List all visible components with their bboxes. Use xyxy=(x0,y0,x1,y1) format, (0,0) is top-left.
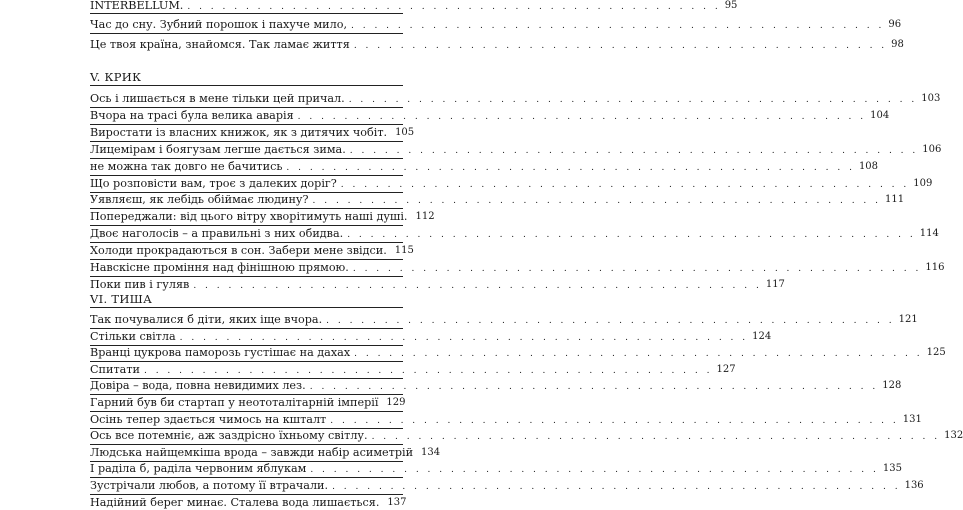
toc-entry xyxy=(90,16,902,32)
toc-entry xyxy=(90,460,902,476)
toc-entry xyxy=(90,477,924,493)
leader-dots: . . . . . . . . . . . . . . . . . . . . . . . . . . . . . . . . . . . . . . . . . . . . . . . . . xyxy=(326,316,895,326)
toc-entry xyxy=(90,225,939,241)
toc-entry-page: 103 xyxy=(921,93,941,104)
toc-entry-page: 116 xyxy=(925,262,945,273)
toc-entry-page: 115 xyxy=(394,245,414,257)
section-rule xyxy=(90,307,403,308)
toc-entry-title: Стільки світла xyxy=(90,329,176,343)
toc-entry xyxy=(90,0,738,13)
toc-entry-page: 108 xyxy=(858,160,879,172)
toc-entry xyxy=(90,411,922,427)
toc-entry-title: Що розповісти вам, троє з далеких доріг? xyxy=(90,176,337,190)
toc-entry-page: 121 xyxy=(898,314,918,325)
toc-entry-page: 136 xyxy=(904,480,924,491)
toc-entry xyxy=(90,158,879,174)
toc-entry-page: 112 xyxy=(415,211,435,223)
toc-entry-page: 128 xyxy=(882,380,902,392)
toc-entry xyxy=(90,124,415,140)
leader-dots: . . . . . . . . . . . . . . . . . . . . . . . . . . . . . . . . . . . . . . . . . . . . . . . . . xyxy=(332,482,901,492)
toc-entry-title: Ось все потемніє, аж заздрісно їхньому світлу. xyxy=(90,429,368,443)
toc-entry-title: Вчора на трасі була велика аварія xyxy=(90,108,294,122)
leader-dots: . . . . . . . . . . . . . . . . . . . . . . . . . . . . . . . . . . . . . . . . . . . . . . . . . xyxy=(340,179,910,190)
leader-dots: . . . . . . . . . . . . . . . . . . . . . . . . . . . . . . . . . . . . . . . . . . . . . . . . . xyxy=(297,111,867,122)
toc-entry-title: Двоє наголосів – а правильні з них обидва. xyxy=(90,227,344,241)
toc-entry xyxy=(90,191,905,207)
toc-entry-title: Уявляєш, як лебідь обіймає людину? xyxy=(90,193,309,207)
entry-underline xyxy=(90,13,403,14)
toc-entry xyxy=(90,208,435,224)
toc-entry-title: Холоди прокрадаються в сон. Забери мене звідси. xyxy=(90,244,387,258)
toc-entry xyxy=(90,444,441,460)
toc-entry-page: 96 xyxy=(888,19,902,30)
toc-entry-page: 117 xyxy=(765,278,785,290)
toc-entry-title: Людська найщемкіша врода – завжди набір асиметрій xyxy=(90,445,414,459)
toc-entry-page: 132 xyxy=(944,430,963,442)
leader-dots: . . . . . . . . . . . . . . . . . . . . . . . . . . . . . . . . . . . . . . . . . . . . . . . . . xyxy=(352,264,922,274)
toc-entry-title: Це твоя країна, знайомся. Так ламає життя xyxy=(90,38,350,51)
toc-entry-title: Час до сну. Зубний порошок і пахуче мило, xyxy=(90,18,348,31)
toc-entry-page: 137 xyxy=(387,496,407,508)
toc-entry xyxy=(90,328,772,344)
leader-dots: . . . . . . . . . . . . . . . . . . . . . . . . . . . . . . . . . . . . . . . . . . . . . . . . . xyxy=(309,382,879,393)
leader-dots: . . . . . . . . . . . . . . . . . . . . . . . . . . . . . . . . . . . . . . . . . . . . . . . . . xyxy=(347,230,916,241)
leader-dots: . . . . . . . . . . . . . . . . . . . . . . . . . . . . . . . . . . . . . . . . . . . . . . . . . xyxy=(193,280,762,291)
toc-entry-title: Поки пив і гуляв xyxy=(90,277,190,291)
toc-entry-title: Довіра – вода, повна невидимих лез. xyxy=(90,379,306,393)
toc-entry-page: 95 xyxy=(724,0,738,11)
leader-dots: . . . . . . . . . . . . . . . . . . . . . . . . . . . . . . . . . . . . . . . . . . . . . . . . . xyxy=(286,162,855,173)
toc-entry xyxy=(90,311,918,327)
leader-dots: . . . . . . . . . . . . . . . . . . . . . . . . . . . . . . . . . . . . . . . . . . . . . . . . . xyxy=(354,349,923,360)
toc-entry-page: 131 xyxy=(902,413,922,425)
leader-dots: . . . . . . . . . . . . . . . . . . . . . . . . . . . . . . . . . . . . . . . . . . . . . . . . . xyxy=(179,332,749,343)
toc-entry-title: Осінь тепер здається чимось на кшталт xyxy=(90,412,327,426)
toc-entry-page: 106 xyxy=(922,143,942,155)
leader-dots: . . . . . . . . . . . . . . . . . . . . . . . . . . . . . . . . . . . . . . . . . . . . . . . . . xyxy=(143,365,713,376)
toc-entry-page: 125 xyxy=(926,347,946,359)
toc-entry xyxy=(90,242,414,258)
toc-entry-title: Навскісне проміння над фінішною прямою. xyxy=(90,261,349,274)
section-heading: VI. ТИША xyxy=(90,292,153,306)
toc-entry-page: 135 xyxy=(882,463,902,475)
toc-entry-page: 98 xyxy=(891,39,904,50)
toc-entry xyxy=(90,377,902,393)
leader-dots: . . . . . . . . . . . . . . . . . . . . . . . . . . . . . . . . . . . . . . . . . . . . . . . . . xyxy=(371,432,941,443)
toc-entry-title: Зустрічали любов, а потому її втрачали. xyxy=(90,479,329,492)
toc-entry xyxy=(90,394,406,410)
toc-entry-page: 124 xyxy=(752,330,772,342)
leader-dots: . . . . . . . . . . . . . . . . . . . . . . . . . . . . . . . . . . . . . . . . . . . . . . . . . xyxy=(310,465,879,476)
toc-entry-title: І раділа б, раділа червоним яблукам xyxy=(90,462,307,476)
toc-entry xyxy=(90,36,904,52)
section-rule xyxy=(90,85,403,86)
toc-entry xyxy=(90,344,946,360)
leader-dots: . . . . . . . . . . . . . . . . . . . . . . . . . . . . . . . . . . . . . . . . . . . . . . xyxy=(187,2,721,12)
toc-entry xyxy=(90,259,945,275)
toc-entry xyxy=(90,427,963,443)
toc-entry-page: 127 xyxy=(716,363,736,375)
toc-entry xyxy=(90,276,785,292)
leader-dots: . . . . . . . . . . . . . . . . . . . . . . . . . . . . . . . . . . . . . . . . . . . . . . . . . xyxy=(330,415,899,426)
toc-entry-page: 134 xyxy=(421,446,441,458)
leader-dots: . . . . . . . . . . . . . . . . . . . . . . . . . . . . . . . . . . . . . . . . . . . . . . xyxy=(351,21,885,31)
toc-entry-title: Спитати xyxy=(90,362,140,376)
toc-entry-title: Попереджали: від цього вітру хворітимуть наші душі. xyxy=(90,210,408,224)
toc-entry xyxy=(90,90,941,106)
toc-entry-page: 109 xyxy=(913,177,933,189)
toc-entry-page: 105 xyxy=(395,126,415,138)
entry-underline xyxy=(90,33,403,34)
toc-entry-title: INTERBELLUM. xyxy=(90,0,184,12)
toc-entry-title: Ось і лишається в мене тільки цей причал. xyxy=(90,92,345,105)
section-heading: V. КРИК xyxy=(90,70,142,84)
toc-entry-page: 129 xyxy=(386,397,406,408)
toc-entry-title: Виростати із власних книжок, як з дитячих чобіт. xyxy=(90,125,388,139)
toc-entry-title: не можна так довго не бачитись xyxy=(90,159,283,173)
leader-dots: . . . . . . . . . . . . . . . . . . . . . . . . . . . . . . . . . . . . . . . . . . . . . . xyxy=(353,41,888,51)
toc-entry xyxy=(90,175,933,191)
toc-entry-page: 104 xyxy=(870,109,890,121)
toc-entry-page: 114 xyxy=(919,228,939,240)
toc-entry-title: Вранці цукрова паморозь густішає на дахах xyxy=(90,346,351,360)
leader-dots: . . . . . . . . . . . . . . . . . . . . . . . . . . . . . . . . . . . . . . . . . . . . . . . . . xyxy=(349,145,919,156)
toc-entry xyxy=(90,141,942,157)
toc-entry-title: Лицемірам і боягузам легше дається зима. xyxy=(90,142,346,156)
toc-entry xyxy=(90,361,736,377)
leader-dots: . . . . . . . . . . . . . . . . . . . . . . . . . . . . . . . . . . . . . . . . . . . . . . . . . xyxy=(348,95,918,105)
toc-entry-title: Надійний берег минає. Сталева вода лишається. xyxy=(90,495,380,509)
toc-entry xyxy=(90,107,890,123)
leader-dots: . . . . . . . . . . . . . . . . . . . . . . . . . . . . . . . . . . . . . . . . . . . . . . . . . xyxy=(312,196,882,207)
toc-entry-title: Так почувалися б діти, яких іще вчора. xyxy=(90,313,323,326)
toc-entry-page: 111 xyxy=(885,194,905,206)
toc-entry xyxy=(90,494,407,510)
toc-entry-title: Гарний був би стартап у неототалітарній імперії xyxy=(90,396,379,409)
